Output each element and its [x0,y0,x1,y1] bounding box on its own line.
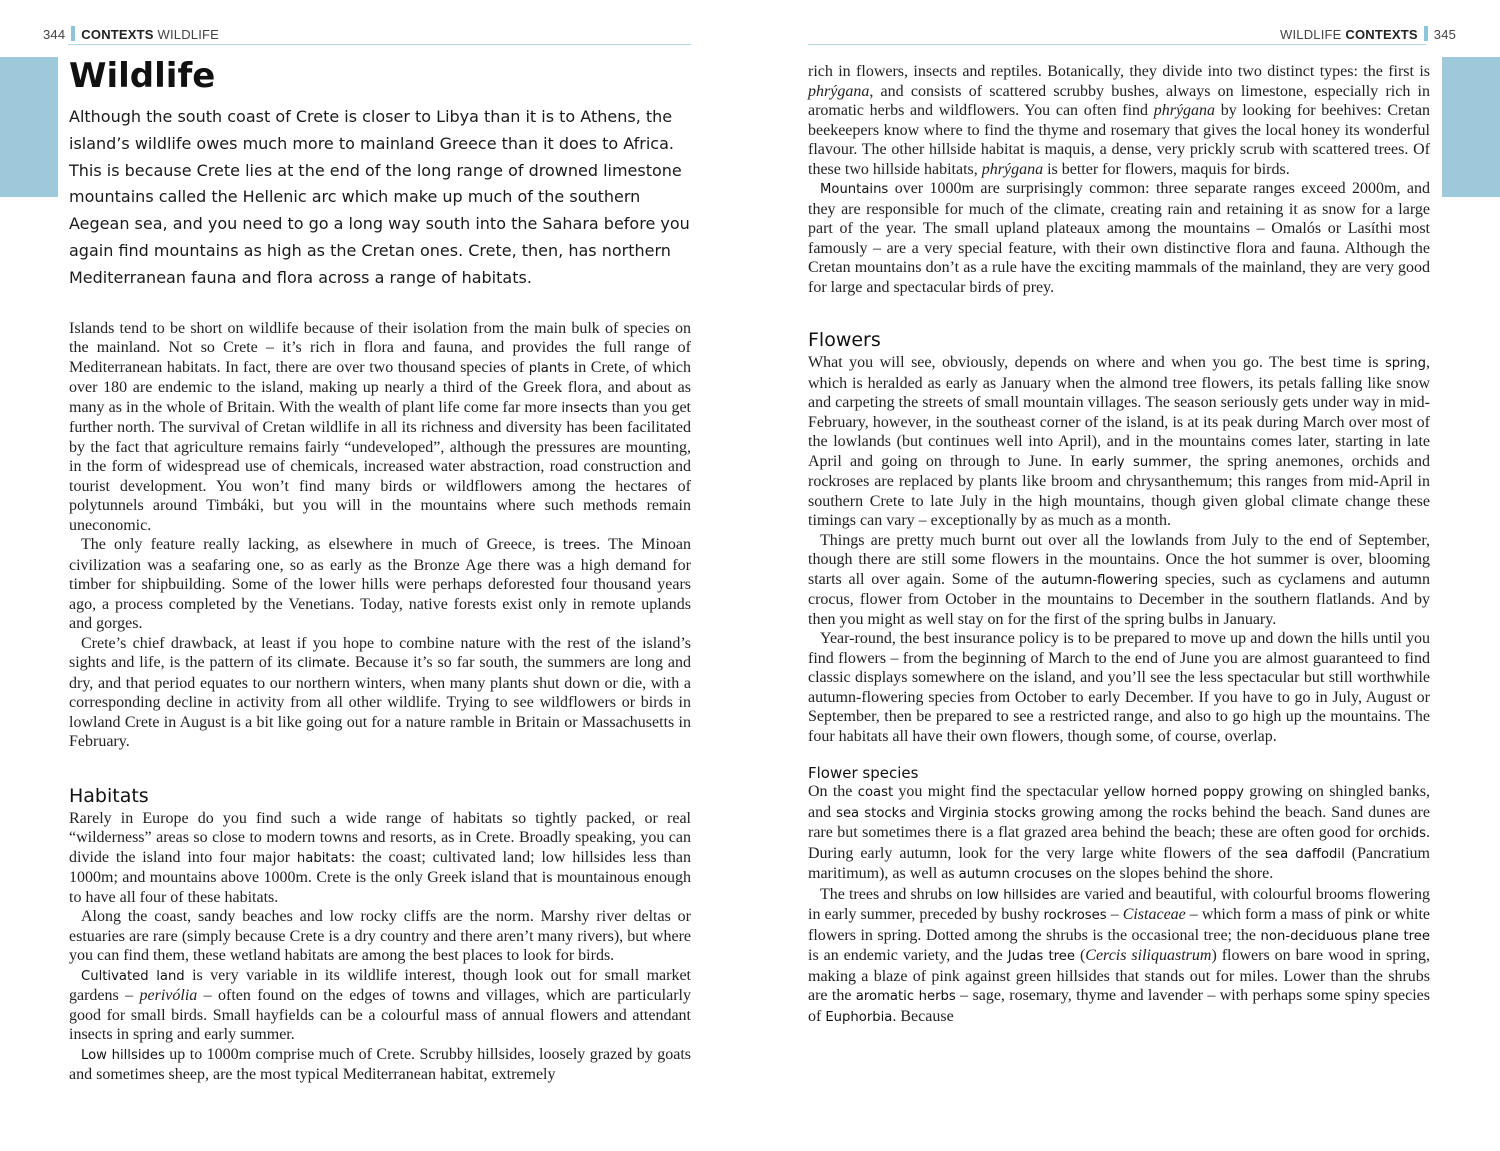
keyword: early summer [1091,454,1188,470]
keyword: trees [562,538,597,554]
paragraph: The trees and shrubs on low hillsides are varied and beautiful, with colourful brooms flowering in early summer, preceded by bushy rockroses – Cistaceae – which form a mass of pink or white flowers in spring. Dotted among the shrubs is the occasional tree; the non-deciduous plane tree is an endemic variety, and the Judas tree (Cercis siliquastrum) flowers on bare wood in spring, making a blaze of pink against green hillsides that stands out for miles. Lower than the shrubs are the aromatic herbs – sage, rosemary, thyme and lavender – with perhaps some spiny species of Euphorbia. Because [808,885,1431,1025]
paragraph: Islands tend to be short on wildlife because of their isolation from the main bulk of species on the mainland. Not so Crete – it’s rich in flora and fauna, and provides the full range of Mediterranean habitats. In fact, there are over two thousand species of plants in Crete, of which over 180 are endemic to the island, making up nearly a third of the Greek flora, and about as many as in the whole of Britain. With the wealth of plant life come far more insects than you get further north. The survival of Cretan wildlife in all its richness and diversity has been facilitated by the fact that agriculture remains fairly “undeveloped”, although the pressures are mounting, in the form of widespread use of chemicals, increased water abstraction, road construction and tourist development. You won’t find many birds or wildflowers among the hectares of polytunnels around Timbáki, but you will in the mountains where such methods remain uneconomic. [69,319,692,534]
keyword: climate [297,656,346,672]
keyword: rockroses [1043,908,1107,923]
page-number: 344 [43,27,66,42]
body-text [69,319,691,752]
paragraph: Cultivated land is very variable in its wildlife interest, though look out for small market gardens – perivólia – often found on the edges of towns and villages, which are particularly good for small birds. Small hayfields can be a colourful mass of annual flowers and attendant insects in spring and early summer. [69,966,691,1044]
header-section: WILDLIFE [1280,27,1342,42]
keyword: non-deciduous plane tree [1260,928,1431,944]
keyword: autumn-flowering [1041,572,1159,588]
keyword: low hillsides [976,887,1057,903]
paragraph: On the coast you might find the spectacular yellow horned poppy growing on shingled banks, and sea stocks and Virginia stocks growing among the rocks behind the beach. Sand dunes are rare but sometimes there is a flat grazed area behind the beach; these are often good for orchids. During early autumn, look for the very large white flowers of the sea daffodil (Pancratium maritimum), as well as autumn crocuses on the slopes behind the shore. [808,783,1431,882]
keyword: sea stocks [836,805,907,821]
body-text [808,62,1430,297]
paragraph: The only feature really lacking, as elsewhere in much of Greece, is trees. The Minoan civilization was a seafaring one, so as early as the Bronze Age there was a high demand for timber for shipbuilding. Some of the lower hills were perhaps deforested four thousand years ago, a process completed by the Venetians. Today, native forests exist only in remote uplands and gorges. [69,536,692,633]
page-number: 345 [1433,27,1457,42]
thumb-tab [0,57,58,197]
paragraph: Things are pretty much burnt out over all the lowlands from July to the end of September, though there are still some flowers in the mountains. Once the hot summer is over, blooming starts all over again. Some of the autumn-flowering species, such as cyclamens and autumn crocus, flower from October in the mountains to December in the southern flatlands. And by then you might as well stay on for the first of the spring bulbs in January. [808,531,1430,628]
right-column [808,62,1430,1027]
habitats-text [69,809,691,1085]
keyword: Judas tree [1007,949,1075,964]
paragraph: What you will see, obviously, depends on where and when you go. The best time is spring, which is heralded as early as January when the almond tree flowers, its petals falling like snow and carpeting the streets of small mountain villages. The season seriously gets under way in mid-February, however, in the southeast corner of the island, is at its peak during March over most of the lowlands (but continues well into April), and in the mountains comes later, starting in late April and going on through to June. In early summer, the spring anemones, orchids and rockroses are replaced by plants like broom and chrysanthemum; this ranges from mid-April in southern Crete to late July in the high mountains, though given global climate change these timings can vary – exceptionally by as much as a month. [808,354,1430,529]
keyword: Mountains [820,182,889,197]
header-rule [808,44,1426,45]
keyword: spring [1384,356,1426,371]
intro-paragraph: Although the south coast of Crete is closer to Libya than it is to Athens, the island’s wildlife owes much more to mainland Greece than it does to Africa. This is because Crete lies at the end of the long range of drowned limestone mountains called the Hellenic arc which make up much of the southern Aegean sea, and you need to go a long way south into the Sahara before you again find mountains as high as the Cretan ones. Crete, then, has northern Mediterranean fauna and flora across a range of habitats. [69,107,690,287]
page-title: Wildlife [69,56,216,96]
paragraph: Year-round, the best insurance policy is to be prepared to move up and down the hills until you find flowers – from the beginning of March to the end of June you are almost guaranteed to find classic displays somewhere on the island, and you’ll see the less spectacular but still worthwhile autumn-flowering species from October to early December. If you have to go in July, August or September, then be prepared to see a restricted range, and also to go high up the mountains. The four habitats all have their own flowers, though some, of course, overlap. [808,630,1430,745]
flowers-text [808,353,1430,746]
header-bar [71,26,75,41]
species-text [808,782,1430,1027]
running-header [1280,26,1456,42]
header-bar [1424,26,1428,41]
left-column [69,56,691,1085]
running-header [43,26,219,42]
flower-species-heading: Flower species [808,764,919,782]
keyword: yellow horned poppy [1103,785,1244,800]
keyword: sea daffodil [1265,846,1345,862]
paragraph: Mountains over 1000m are surprisingly common: three separate ranges exceed 2000m, and they are responsible for much of the climate, creating rain and retaining it as snow for a large part of the year. The small upland plateaux among the mountains – Omalós or Lasíthi most famously – are a very special feature, with their own distinctive flora and fauna. Although the Cretan mountains don’t as a rule have the exciting mammals of the mainland, they are very good for large and spectacular birds of prey. [808,180,1430,296]
habitats-heading: Habitats [69,784,149,807]
keyword: autumn crocuses [958,867,1072,882]
header-section-bold: CONTEXTS [1345,27,1418,42]
header-rule [68,44,691,45]
paragraph: Along the coast, sandy beaches and low rocky cliffs are the norm. Marshy river deltas or estuaries are rare (simply because Crete is a dry country and there aren’t many rivers), but where you can find them, these wetland habitats are among the best places to look for birds. [69,908,691,965]
keyword: insects [561,400,608,416]
header-section-bold: CONTEXTS [81,27,154,42]
keyword: Cultivated land [81,968,185,984]
keyword: habitats [296,850,351,866]
keyword: coast [857,785,894,800]
keyword: orchids [1378,826,1426,841]
paragraph: rich in flowers, insects and reptiles. Botanically, they divide into two distinct types: the first is phrýgana, and consists of scattered scrubby bushes, always on limestone, especially rich in aromatic herbs and wildflowers. You can often find phrýgana by looking for beehives: Cretan beekeepers know where to find the thyme and rosemary that gives the local honey its wonderful flavour. The other hillside habitat is maquis, a dense, very prickly scrub with scattered trees. Of these two hillside habitats, phrýgana is better for flowers, maquis for birds. [808,63,1430,178]
keyword: Euphorbia [825,1009,893,1025]
keyword: plants [528,360,570,376]
paragraph: Rarely in Europe do you find such a wide range of habitats so tightly packed, or real “wilderness” areas so close to modern towns and resorts, as in Crete. Broadly speaking, you can divide the island into four major habitats: the coast; cultivated land; low hillsides less than 1000m; and mountains above 1000m. Crete is the only Greek island that is mountainous enough to have all four of these habitats. [69,809,691,906]
keyword: Virginia stocks [939,805,1036,821]
header-section: WILDLIFE [157,27,220,42]
thumb-tab [1442,57,1500,197]
keyword: Low hillsides [81,1047,165,1063]
flowers-heading: Flowers [808,329,881,351]
right-page [750,0,1500,1151]
keyword: aromatic herbs [855,989,956,1004]
paragraph: Low hillsides up to 1000m comprise much of Crete. Scrubby hillsides, loosely grazed by goats and sometimes sheep, are the most typical Mediterranean habitat, extremely [69,1045,691,1084]
paragraph: Crete’s chief drawback, at least if you hope to combine nature with the rest of the island’s sights and life, is the pattern of its climate. Because it’s so far south, the summers are long and dry, and that period equates to our northern winters, when many plants shut down or die, with a corresponding decline in activity from all other wildlife. Trying to see wildflowers or birds in lowland Crete in August is a bit like going out for a nature ramble in Britain or Massachusetts in February. [69,634,691,751]
